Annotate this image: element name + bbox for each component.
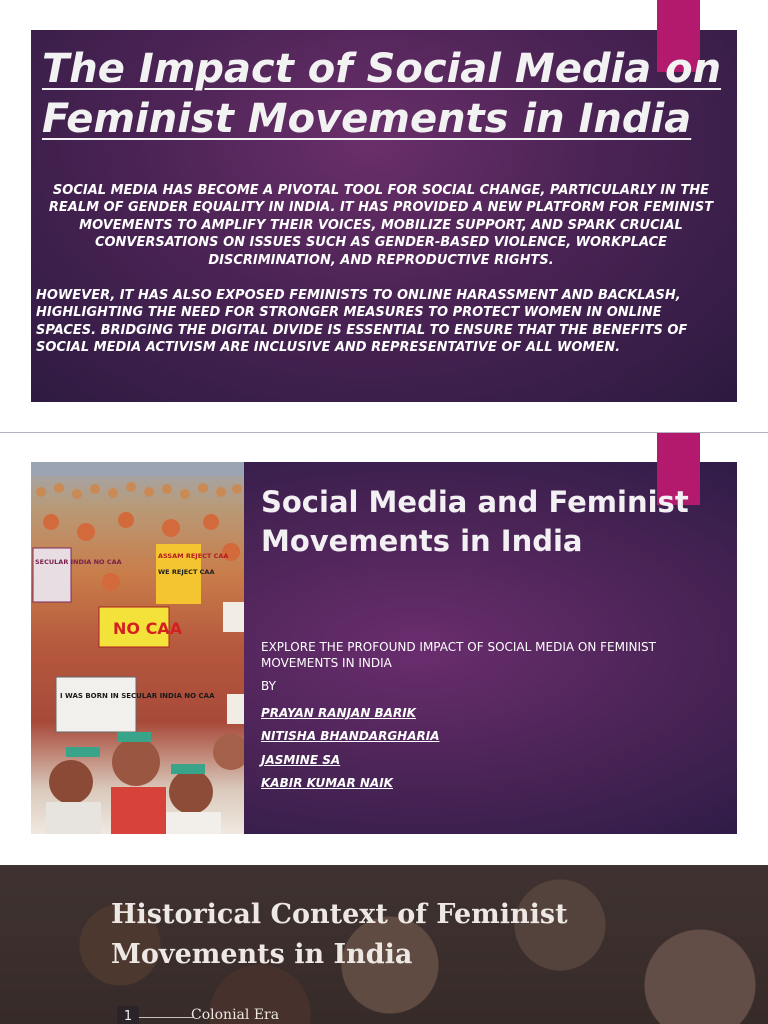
summary-text xyxy=(36,182,726,357)
slide-cover xyxy=(0,433,768,865)
summary-paragraph-1: SOCIAL MEDIA HAS BECOME A PIVOTAL TOOL FOR SOCIAL CHANGE, PARTICULARLY IN THE REALM OF GENDER EQUALITY IN INDIA. IT HAS PROVIDED A NEW PLATFORM FOR FEMINIST MOVEMENTS TO AMPLIFY THEIR VOICES, MOBILIZE SUPPORT, AND SPARK CRUCIAL CONVERSATIONS ON ISSUES SUCH AS GENDER-BASED VIOLENCE, WORKPLACE DISCRIMINATION, AND REPRODUCTIVE RIGHTS. xyxy=(48,183,714,268)
slide-historical-context xyxy=(0,865,768,1024)
author-link[interactable]: KABIR KUMAR NAIK xyxy=(261,775,393,790)
slide-title-line-2: Feminist Movements in India xyxy=(42,96,692,142)
cover-subtitle: EXPLORE THE PROFOUND IMPACT OF SOCIAL MEDIA ON FEMINIST MOVEMENTS IN INDIA xyxy=(261,640,656,670)
timeline-number-badge: 1 xyxy=(117,1006,139,1024)
timeline-label: Colonial Era xyxy=(191,1007,280,1023)
cover-heading: Social Media and Feminist Movements in India xyxy=(261,485,689,558)
protest-sign xyxy=(56,677,136,732)
slide-title xyxy=(42,44,768,144)
protest-sign xyxy=(227,694,244,724)
sign-text: I WAS BORN IN SECULAR INDIA NO CAA xyxy=(60,692,215,700)
protest-sign xyxy=(33,548,71,602)
protest-photo-illustration xyxy=(31,462,244,834)
sign-text: WE REJECT CAA xyxy=(158,568,215,576)
sign-text: SECULAR INDIA NO CAA xyxy=(35,558,122,566)
author-list xyxy=(261,702,440,795)
photo-sky xyxy=(31,462,244,476)
historical-heading: Historical Context of Feminist Movements in India xyxy=(111,899,568,970)
protest-photo xyxy=(31,462,244,834)
author-link[interactable]: NITISHA BHANDARGHARIA xyxy=(261,729,440,744)
slide-title-summary xyxy=(0,0,768,432)
summary-paragraph-2: HOWEVER, IT HAS ALSO EXPOSED FEMINISTS TO ONLINE HARASSMENT AND BACKLASH, HIGHLIGHTING THE NEED FOR STRONGER MEASURES TO PROTECT WOMEN IN ONLINE SPACES. BRIDGING THE DIGITAL DIVIDE IS ESSENTIAL TO ENSURE THAT THE BENEFITS OF SOCIAL MEDIA ACTIVISM ARE INCLUSIVE AND REPRESENTATIVE OF ALL WOMEN. xyxy=(36,288,688,356)
author-link[interactable]: JASMINE SA xyxy=(261,752,341,767)
sign-text: NO CAA xyxy=(113,619,183,638)
sign-text: ASSAM REJECT CAA xyxy=(158,552,229,560)
protest-sign xyxy=(223,602,244,632)
author-link[interactable]: PRAYAN RANJAN BARIK xyxy=(261,706,416,720)
photo-crowd-foreground xyxy=(46,732,244,834)
timeline-connector xyxy=(139,1017,194,1018)
by-label: BY xyxy=(261,679,276,693)
slide-title-line-1: The Impact of Social Media on xyxy=(42,46,722,92)
photo-crowd-distant xyxy=(36,482,242,499)
